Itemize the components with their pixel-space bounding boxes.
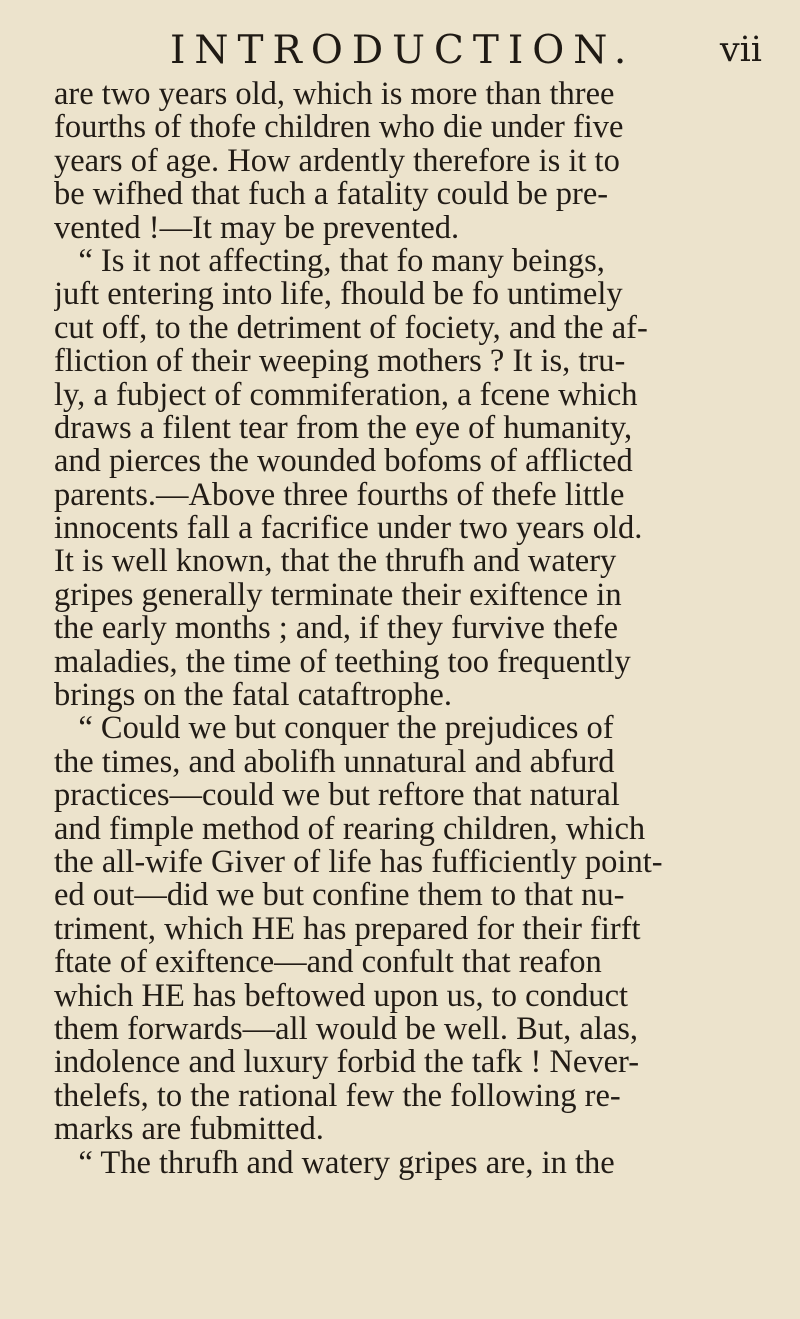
text-line: “ Is it not affecting, that fo many beings, — [54, 244, 605, 279]
page-header — [142, 28, 762, 78]
page-number: vii — [719, 30, 762, 70]
text-line: are two years old, which is more than three — [54, 78, 615, 112]
text-line: gripes generally terminate their exiftence in — [54, 578, 622, 613]
text-line: fourths of thofe children who die under five — [54, 111, 624, 145]
text-line: years of age. How ardently therefore is it to — [54, 144, 620, 179]
text-line: which HE has beftowed upon us, to conduct — [54, 979, 629, 1013]
text-line: ly, a fubject of commiferation, a fcene which — [54, 378, 638, 412]
text-line: and pierces the wounded bofoms of afflicted — [54, 445, 633, 479]
text-line: cut off, to the detriment of fociety, and the af- — [54, 311, 648, 346]
text-line: triment, which HE has prepared for their firft — [54, 912, 641, 947]
text-line: brings on the fatal cataftrophe. — [54, 679, 452, 713]
text-line: parents.—Above three fourths of thefe little — [54, 478, 625, 513]
text-line: fliction of their weeping mothers ? It is, tru- — [54, 345, 626, 379]
running-head: INTRODUCTION. — [170, 28, 636, 73]
text-line: “ The thrufh and watery gripes are, in the — [54, 1146, 615, 1180]
text-line: marks are fubmitted. — [54, 1113, 324, 1147]
body-text — [54, 78, 766, 1180]
text-line: the early months ; and, if they furvive thefe — [54, 612, 619, 646]
text-line: vented !—It may be prevented. — [54, 211, 460, 245]
text-line: ftate of exiftence—and confult that reafon — [54, 946, 602, 980]
text-line: the all-wife Giver of life has fufficiently point- — [54, 845, 663, 880]
text-line: innocents fall a facrifice under two years old. — [54, 512, 643, 546]
text-line: them forwards—all would be well. But, alas, — [54, 1012, 638, 1047]
text-line: thelefs, to the rational few the following re- — [54, 1079, 621, 1114]
text-line: “ Could we but conquer the prejudices of — [54, 712, 614, 746]
text-line: practices—could we but reftore that natural — [54, 779, 620, 813]
text-line: draws a filent tear from the eye of humanity, — [54, 411, 633, 446]
text-line: maladies, the time of teething too frequently — [54, 645, 631, 680]
text-line: It is well known, that the thrufh and watery — [54, 545, 617, 579]
text-line: be wifhed that fuch a fatality could be pre- — [54, 178, 609, 212]
text-line: indolence and luxury forbid the tafk ! Never- — [54, 1046, 640, 1080]
text-line: the times, and abolifh unnatural and abfurd — [54, 745, 615, 780]
text-line: ed out—did we but confine them to that nu- — [54, 879, 625, 913]
text-line: juft entering into life, fhould be fo untimely — [54, 278, 623, 312]
text-line: and fimple method of rearing children, which — [54, 812, 646, 846]
